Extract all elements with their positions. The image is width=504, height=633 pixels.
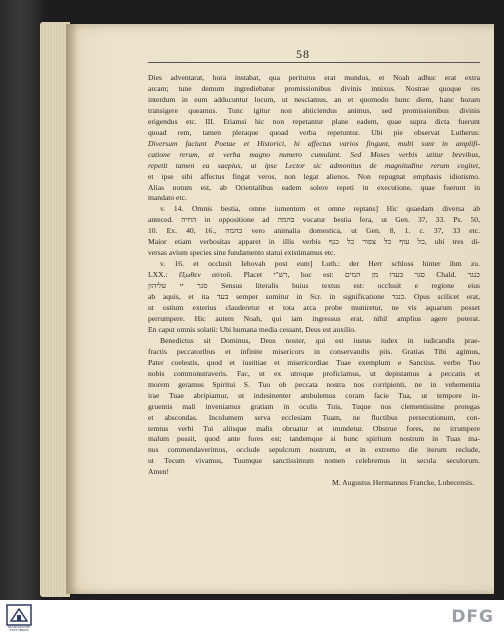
- signature: M. Augustus Hermannus Francke, Lubecensis.: [332, 478, 474, 488]
- text-line: LXX.: ἔξωθεν αὐτοῦ. Placet רש"י, hoc est: סגר בעדו מן המים Chald. כנגר: [148, 270, 480, 280]
- text-line: Diversum faciunt Poetae et Historici, hi affectus varios fingunt, multi sunt in amplifi-: [148, 138, 480, 148]
- text-line: morem geramus Spiritui S. Tuo ob peccata nostra nos corripienti, ne in vehementia: [148, 379, 480, 389]
- text-line: ut ostium exterius clauderetur et tota arca probe muniretur, ne vis aquarum posset: [148, 303, 480, 313]
- text-line: v. 14. Omnis bestia, omne iumentum et omne reptans] Hic quaedam diversa ab: [160, 204, 480, 214]
- text-line: repetit tamen ea saepius, ut ipse Lector sic admonitus de magnitudine rerum cogitet,: [148, 160, 480, 170]
- text-line: versas avium species sine fundamento statui existimamus etc.: [148, 248, 336, 258]
- text-line: Amen!: [148, 467, 170, 477]
- text-line: Benedictus sit Dominus, Deus noster, qui est iustus iudex in iudicandis prae-: [160, 335, 480, 345]
- page-number: 58: [296, 47, 310, 61]
- text-line: nus commendaverimus, occlude sepulcrum nostrum, et in extremo die iterum recludе,: [148, 445, 480, 455]
- text-line: temtus verbi Tui aliisque malis obruatur et inundetur. Obstrue fores, ne irrumpere: [148, 423, 480, 433]
- text-line: gruentis mali inveniamus gratiam in oculis Tuis, Tuque nos clementissime protegas: [148, 401, 480, 411]
- text-line: transigere queamus. Tunc igitur non abiiciendus animus, sed promissionibus divinis: [148, 105, 480, 115]
- text-line: anteced. החיה in oppositione ad בהמה vocatur bestia fera, ut Gen. 37, 33. Ps. 50,: [148, 215, 480, 225]
- text-line: mandato etc.: [148, 193, 187, 203]
- text-line: quoad rem, tamen pleraque quoad verba repetuntur. Ubi pie observat Lutherus:: [148, 127, 480, 137]
- text-line: Alias notum est, ab Orientalibus eadem solere repeti in executione, quae fuerunt in: [148, 182, 480, 192]
- text-line: 10. Ex. 40, 16., בהמה vero animalia domestica, ut Gen. 8, 1. c. 37, 33 etc.: [148, 226, 480, 236]
- text-line: fractis peccatoribus et infinite misericors in conservandis piis. Gratias Tibi agimus,: [148, 346, 480, 356]
- text-line: interdum in eum adducuntur locum, ut nesciamus, an et quomodo hunc diem, hanc horam: [148, 94, 480, 104]
- text-line: Pater coelestis, quod et iustitiae et misericordiae Tuae exemplum e Sanctiss. verbo Tuo: [148, 357, 480, 367]
- text-line: irae Tuae abripiamur, ut indesinenter ambulemus coram facie Tua, ut tempore in-: [148, 390, 480, 400]
- viewer-footer: [0, 600, 504, 633]
- text-line: ut Tecum vivamus, Tuumque sanctissimum nomen celebremus in secula seculorum.: [148, 456, 480, 466]
- text-line: סגר יי עליהון Sensus literalis huius textus est: occlusit e regione eius: [148, 281, 480, 291]
- text-line: Maior etiam verbositas apparet in illis verbis כל עוף כל צפור כל כנף, ubi tres di-: [148, 237, 480, 247]
- text-line: et ipse sibi affectus fingat veros, non legat alienos. Non repugnat emphasis idiotismo.: [148, 171, 480, 181]
- text-line: Dies adventarat, hora instabat, qua periturus erat mundus, et Noah adhuc erat extra: [148, 73, 480, 82]
- dfg-logo: DFG: [451, 607, 494, 627]
- scan-right-margin: [494, 24, 504, 594]
- text-line: et abscondas. Incolumem serva ecclesiam Tuam, ne fluctibus persecutionum, con-: [148, 412, 480, 422]
- text-line: v. 16. et occlusit Iehovah post eum] Luth.: der Herr schloss hinter ihm zu.: [160, 259, 480, 269]
- text-line: perrumpere. Hic autem Noah, qui iam ingressus erat, nihil amplius agere poterat.: [148, 313, 480, 323]
- text-line: malum possit, quod ante fores est; tandemque si hunc spiritum nostrum in Tuas ma-: [148, 434, 480, 444]
- text-line: En caput omnis solatii: Ubi humana media cessant, Deus est auxilio.: [148, 324, 356, 334]
- text-line: catione rerum, et verba magno numero cumulant. Sed Moses verbis utitur brevibus,: [148, 149, 480, 159]
- foundation-logo-text: FRANCKESCHE STIFTUNGEN: [7, 625, 31, 632]
- page-text: [148, 73, 480, 489]
- text-line: ab aquis, et ita בעד semper sumitur in Scr. in significatione כנגד. Opus scilicet erat,: [148, 292, 480, 302]
- text-line: arcam; tune demum ingrediebatur promissionibus divinis innixus. Nostrae quoque res: [148, 83, 480, 93]
- text-line: nobis commonstraveris. Fac, ut ex utroque proficiamus, ut depistamus a peccatis et: [148, 368, 480, 378]
- text-line: erigendus etc. III. Etiamsi hic non repetantur plane eadem, quae supra dicta fuerunt: [148, 116, 480, 126]
- header-rule: [148, 62, 480, 63]
